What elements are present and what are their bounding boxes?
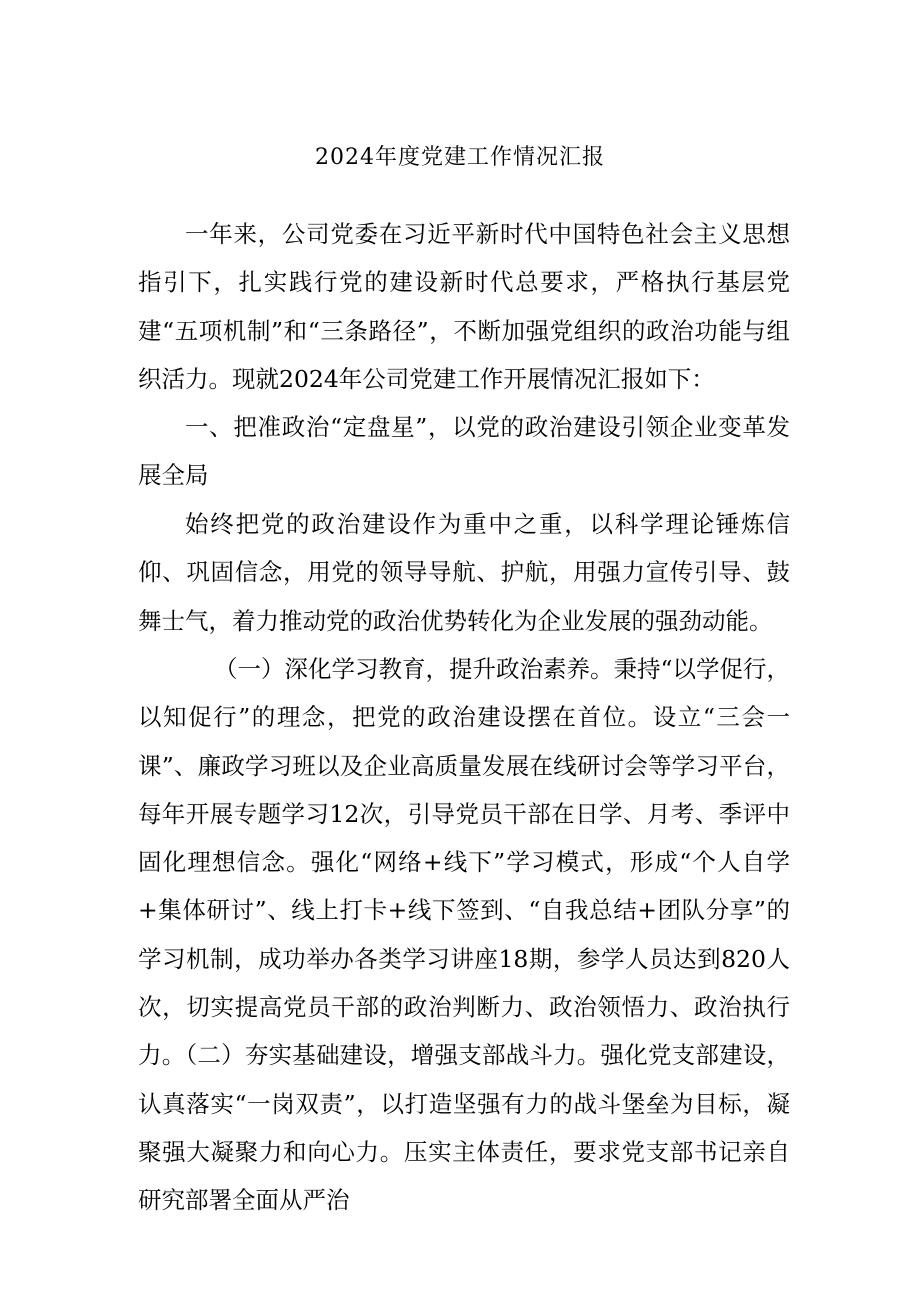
paragraph-intro: 一年来，公司党委在习近平新时代中国特色社会主义思想指引下，扎实践行党的建设新时代总要求，严格执行基层党建“五项机制”和“三条路径”，不断加强党组织的政治功能与组织活力。现就2024年公司党建工作开展情况汇报如下： xyxy=(138,220,790,393)
paragraph-section-body: 始终把党的政治建设作为重中之重，以科学理论锤炼信仰、巩固信念，用党的领导导航、护航，用强力宣传引导、鼓舞士气，着力推动党的政治优势转化为企业发展的强劲动能。 xyxy=(138,510,790,635)
paragraph-section-heading: 一、把准政治“定盘星”，以党的政治建设引领企业变革发展全局 xyxy=(138,413,790,490)
document-title: 2024年度党建工作情况汇报 xyxy=(315,145,605,170)
paragraph-subsection: （一）深化学习教育，提升政治素养。秉持“以学促行，以知促行”的理念，把党的政治建设摆在首位。设立“三会一课”、廉政学习班以及企业高质量发展在线研讨会等学习平台，每年开展专题学习12次，引导党员干部在日学、月考、季评中固化理想信念。强化“网络+线下”学习模式，形成“个人自学+集体研讨”、线上打卡+线下签到、“自我总结+团队分享”的学习机制，成功举办各类学习讲座18期，参学人员达到820人次，切实提高党员干部的政治判断力、政治领悟力、政治执行力。（二）夯实基础建设，增强支部战斗力。强化党支部建设，认真落实“一岗双责”，以打造坚强有力的战斗堡垒为目标，凝聚强大凝聚力和向心力。压实主体责任，要求党支部书记亲自研究部署全面从严治 xyxy=(138,655,791,1215)
